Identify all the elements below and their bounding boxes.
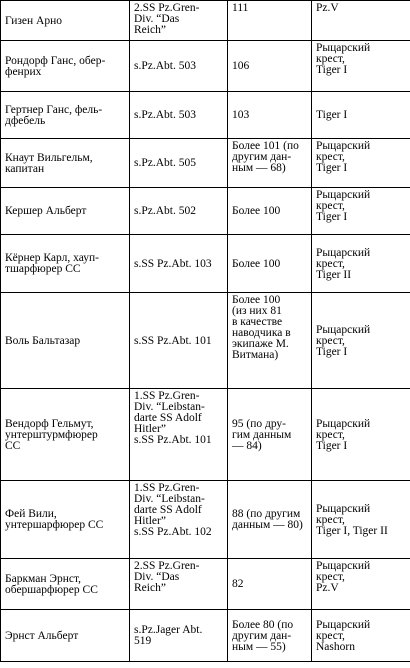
name-text: Фей Вили, унтершарфюрер СС (5, 508, 104, 531)
name-text: Гертнер Ганс, фель- дфебель (5, 103, 103, 127)
name-cell (1, 610, 130, 662)
unit-text: s.SS Pz.Abt. 101 (134, 334, 212, 347)
unit-text: 2.SS Pz.Gren- Div. “Das Reich” (134, 560, 200, 594)
award-text: Рыцарский крест, Pz.V (316, 560, 371, 594)
name-text: Рондорф Ганс, обер- фенрих (5, 54, 106, 78)
name-cell (1, 41, 130, 92)
name-cell (1, 559, 130, 610)
unit-text: 2.SS Pz.Gren- Div. “Das Reich” (134, 2, 200, 36)
unit-cell (130, 559, 228, 610)
name-cell (1, 188, 130, 235)
award-text: Рыцарский крест, Nashorn (316, 618, 371, 653)
unit-cell (130, 92, 228, 139)
unit-text: s.Pz.Jager Abt. 519 (134, 624, 203, 647)
victories-text: 111 (232, 2, 249, 14)
name-cell (1, 1, 130, 41)
name-text: Вендорф Гельмут, унтерштурмфюрер СС (5, 417, 98, 452)
table-row (1, 389, 410, 481)
unit-text: 1.SS Pz.Gren- Div. “Leibstan- darte SS Adolf Hitler” s.SS Pz.Abt. 101 (134, 390, 212, 446)
award-text: Рыцарский крест, Tiger I (316, 417, 371, 452)
victories-cell (228, 92, 312, 139)
table-row (1, 481, 410, 559)
name-cell (1, 235, 130, 293)
table-row (1, 559, 410, 610)
victories-text: Более 101 (по другим дан- ным — 68) (232, 140, 299, 174)
award-cell (312, 1, 410, 41)
name-text: Кершер Альберт (5, 205, 87, 217)
table-row (1, 188, 410, 235)
table-body (1, 1, 410, 662)
victories-cell (228, 293, 312, 389)
name-cell (1, 481, 130, 559)
unit-text: s.Pz.Abt. 503 (134, 60, 196, 72)
award-text: Tiger I (316, 109, 348, 121)
award-cell (312, 293, 410, 389)
victories-text: Более 100 (232, 257, 281, 270)
unit-cell (130, 293, 228, 389)
victories-cell (228, 1, 312, 41)
victories-text: 82 (232, 578, 244, 590)
award-text: Рыцарский крест, Tiger II (316, 246, 371, 281)
name-cell (1, 293, 130, 389)
unit-cell (130, 481, 228, 559)
victories-text: 103 (232, 109, 250, 121)
award-text: Рыцарский крест, Tiger I (316, 189, 371, 223)
victories-text: 106 (232, 60, 250, 72)
name-text: Эрнст Альберт (5, 629, 79, 642)
table-row (1, 610, 410, 662)
award-cell (312, 610, 410, 662)
name-text: Воль Бальтазар (5, 334, 81, 347)
unit-cell (130, 188, 228, 235)
victories-cell (228, 139, 312, 188)
table-row (1, 293, 410, 389)
unit-cell (130, 235, 228, 293)
victories-cell (228, 41, 312, 92)
unit-text: s.Pz.Abt. 503 (134, 109, 196, 121)
unit-text: s.Pz.Abt. 505 (134, 157, 196, 169)
award-cell (312, 389, 410, 481)
award-cell (312, 188, 410, 235)
victories-cell (228, 559, 312, 610)
victories-cell (228, 481, 312, 559)
victories-cell (228, 389, 312, 481)
unit-text: 1.SS Pz.Gren- Div. “Leibstan- darte SS Adolf Hitler” s.SS Pz.Abt. 102 (134, 482, 212, 538)
victories-text: 88 (по другим данным — 80) (232, 508, 303, 531)
award-text: Рыцарский крест, Tiger I, Tiger II (316, 502, 388, 537)
victories-text: Более 80 (по другим дан- ным — 55) (232, 618, 294, 653)
unit-cell (130, 1, 228, 41)
award-text: Pz.V (316, 2, 339, 14)
award-cell (312, 92, 410, 139)
table-row (1, 235, 410, 293)
unit-cell (130, 610, 228, 662)
name-cell (1, 92, 130, 139)
award-text: Рыцарский крест, Tiger I (316, 42, 371, 76)
unit-cell (130, 41, 228, 92)
name-cell (1, 139, 130, 188)
award-text: Рыцарский крест, Tiger I (316, 323, 371, 358)
name-text: Баркман Эрнст, обершарфюрер СС (5, 572, 98, 596)
name-cell (1, 389, 130, 481)
award-text: Рыцарский крест, Tiger I (316, 140, 371, 174)
name-text: Кёрнер Карл, хауп- тшарфюрер СС (5, 252, 99, 275)
award-cell (312, 235, 410, 293)
award-cell (312, 559, 410, 610)
unit-cell (130, 389, 228, 481)
award-cell (312, 139, 410, 188)
unit-text: s.Pz.Abt. 502 (134, 205, 196, 217)
victories-cell (228, 610, 312, 662)
name-text: Гизен Арно (5, 14, 63, 27)
victories-cell (228, 188, 312, 235)
name-text: Кнаут Вильгельм, капитан (5, 151, 93, 175)
unit-cell (130, 139, 228, 188)
award-cell (312, 481, 410, 559)
victories-text: Более 100 (из них 81 в качестве наводчика в экипаже М. Витмана) (232, 294, 291, 361)
victories-text: Более 100 (232, 205, 281, 217)
table-row (1, 139, 410, 188)
victories-text: 95 (по дру- гим данным — 84) (232, 417, 292, 452)
table-row (1, 1, 410, 41)
table-row (1, 41, 410, 92)
victories-cell (228, 235, 312, 293)
unit-text: s.SS Pz.Abt. 103 (134, 257, 212, 270)
table-row (1, 92, 410, 139)
award-cell (312, 41, 410, 92)
